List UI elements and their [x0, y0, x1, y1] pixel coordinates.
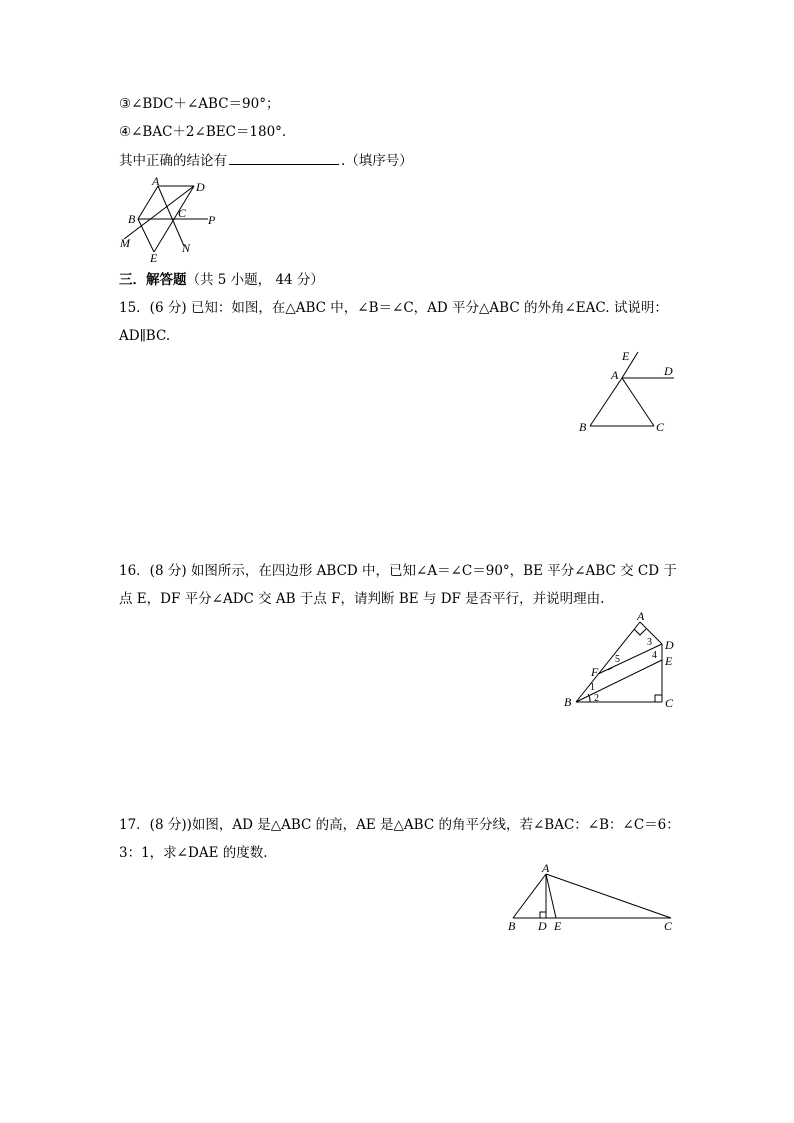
answer-line: [119, 150, 413, 171]
label-P: P: [208, 213, 216, 227]
label-A: A: [542, 862, 550, 875]
answer-blank[interactable]: [229, 150, 339, 165]
q16-text-line2: 点 E，DF 平分∠ADC 交 AB 于点 F，请判断 BE 与 DF 是否平行，并说明理由.: [119, 591, 605, 607]
angle-4-label: 4: [652, 650, 657, 661]
label-D: D: [665, 638, 674, 652]
section-subtitle: （共 5 小题， 44 分）: [186, 272, 324, 288]
label-D: D: [196, 180, 205, 194]
label-M: M: [120, 236, 130, 250]
label-E: E: [150, 251, 158, 264]
q17-text-line2: 3：1，求∠DAE 的度数.: [119, 845, 268, 861]
q16-text-line1: 16．(8 分) 如图所示，在四边形 ABCD 中，已知∠A＝∠C＝90°，BE 平分∠ABC 交 CD 于: [119, 563, 677, 579]
angle-3-label: 3: [647, 637, 652, 648]
label-F: F: [591, 665, 599, 679]
line-AE: [546, 874, 556, 918]
label-A: A: [152, 174, 160, 188]
label-C: C: [665, 696, 674, 710]
figure-q15: [574, 344, 684, 436]
angle-5-label: 5: [615, 654, 620, 665]
label-D: D: [538, 919, 547, 933]
right-angle-A: [634, 629, 646, 635]
label-A: A: [611, 368, 619, 382]
line-BA: [576, 622, 640, 702]
section-title: 三．解答题: [119, 272, 187, 288]
label-B: B: [128, 212, 136, 226]
figure-q14: [112, 174, 222, 264]
label-A: A: [637, 609, 645, 623]
label-C: C: [664, 919, 673, 933]
label-C: C: [656, 420, 665, 434]
answer-suffix: .（填序号）: [341, 153, 413, 169]
label-D: D: [664, 364, 673, 378]
q15-text-line1: 15．(6 分) 已知：如图，在△ABC 中，∠B＝∠C，AD 平分△ABC 的外角∠EAC. 试说明：: [119, 300, 668, 316]
label-E: E: [554, 919, 562, 933]
figure-q16: [560, 608, 685, 713]
line-AB: [138, 186, 158, 219]
line-BE: [138, 219, 154, 252]
label-B: B: [579, 420, 587, 434]
conclusion-4: ④∠BAC＋2∠BEC＝180°.: [119, 124, 287, 140]
q17-text-line1: 17．(8 分))如图，AD 是△ABC 的高，AE 是△ABC 的角平分线，若∠BAC：∠B：∠C＝6：: [119, 817, 680, 833]
line-AC: [622, 378, 654, 426]
label-B: B: [508, 919, 516, 933]
angle-arc-5: [608, 668, 612, 670]
angle-2-label: 2: [594, 693, 599, 704]
right-angle-D: [540, 912, 546, 918]
line-CE: [154, 219, 174, 252]
section-heading: [119, 270, 324, 290]
line-AC: [546, 874, 671, 918]
line-AB: [513, 874, 546, 918]
label-N: N: [182, 241, 191, 255]
q15-text-line2: AD∥BC.: [119, 328, 171, 344]
label-C: C: [178, 206, 187, 220]
label-E: E: [622, 349, 630, 363]
line-AB: [590, 378, 622, 426]
angle-1-label: 1: [590, 682, 595, 693]
figure-q17: [500, 862, 685, 937]
label-B: B: [564, 695, 572, 709]
conclusion-3: ③∠BDC＋∠ABC＝90°；: [119, 96, 280, 112]
label-E: E: [665, 654, 673, 668]
answer-prefix: 其中正确的结论有: [119, 153, 227, 169]
right-angle-C: [655, 695, 662, 702]
